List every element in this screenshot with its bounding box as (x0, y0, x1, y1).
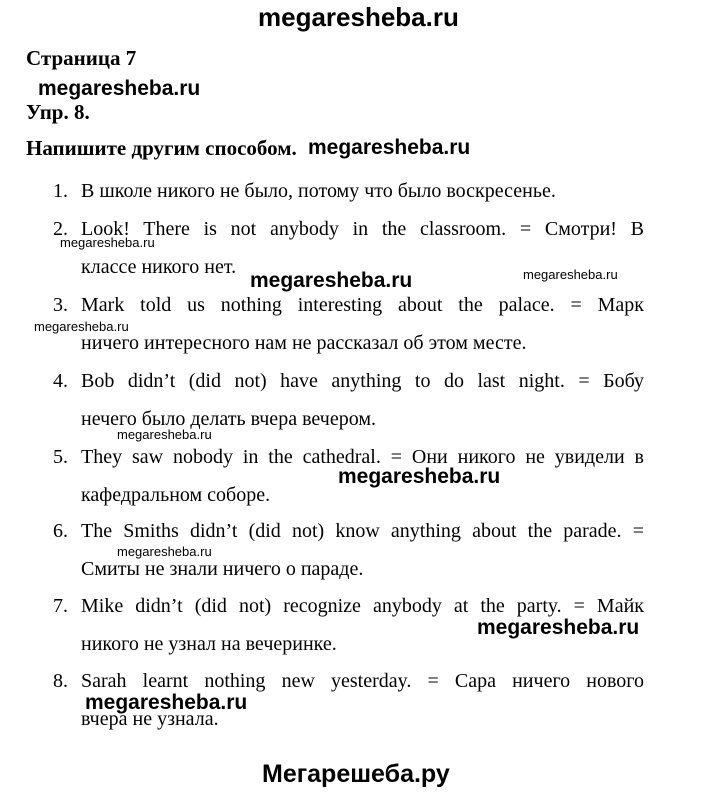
watermark-item2-right: megaresheba.ru (523, 267, 618, 282)
watermark-item7-big: megaresheba.ru (477, 616, 640, 639)
item-7-line-2: никого не узнал на вечеринке. (81, 633, 337, 655)
item-5-line-2: кафедральном соборе. (81, 484, 271, 506)
item-8-line-2: вчера не узнала. (81, 708, 219, 730)
item-2-line-1: Look! There is not anybody in the classroom. = Смотри! В (81, 218, 644, 240)
item-number-5: 5. (53, 446, 68, 468)
item-4-line-1: Bob didn’t (did not) have anything to do last night. = Бобу (81, 370, 644, 392)
item-2-line-2: классе никого нет. (81, 256, 237, 278)
item-3-line-1: Mark told us nothing interesting about the palace. = Марк (81, 294, 644, 316)
item-5-line-1: They saw nobody in the cathedral. = Они никого не увидели в (81, 446, 644, 468)
instruction-text: Напишите другим способом. (26, 136, 297, 160)
watermark-item5-small: megaresheba.ru (117, 427, 212, 442)
watermark-item3-small: megaresheba.ru (34, 319, 129, 334)
page-title: Страница 7 (26, 46, 137, 70)
item-number-3: 3. (53, 294, 68, 316)
watermark-after-instruction: megaresheba.ru (308, 136, 471, 159)
watermark-after-page: megaresheba.ru (38, 77, 201, 100)
watermark-footer: Мегарешеба.ру (262, 760, 450, 788)
item-number-2: 2. (53, 218, 68, 240)
watermark-item2-big: megaresheba.ru (250, 269, 413, 292)
watermark-item2-small: megaresheba.ru (60, 235, 155, 250)
item-number-7: 7. (53, 595, 68, 617)
item-6-line-2: Смиты не знали ничего о параде. (81, 558, 364, 580)
watermark-top: megaresheba.ru (258, 2, 459, 32)
item-number-8: 8. (53, 670, 68, 692)
item-4-line-2: нечего было делать вчера вечером. (81, 408, 376, 430)
item-number-1: 1. (53, 180, 68, 202)
exercise-title: Упр. 8. (26, 100, 90, 124)
item-7-line-1: Mike didn’t (did not) recognize anybody at the party. = Майк (81, 595, 644, 617)
item-3-line-2: ничего интересного нам не рассказал об этом месте. (81, 332, 527, 354)
watermark-item6-small: megaresheba.ru (117, 544, 212, 559)
item-number-6: 6. (53, 520, 68, 542)
item-number-4: 4. (53, 370, 68, 392)
item-6-line-1: The Smiths didn’t (did not) know anything about the parade. = (81, 520, 644, 542)
watermark-item5-big: megaresheba.ru (338, 465, 501, 488)
watermark-item8-big: megaresheba.ru (85, 691, 248, 714)
item-8-line-1: Sarah learnt nothing new yesterday. = Сара ничего нового (81, 670, 644, 692)
item-1-line-1: В школе никого не было, потому что было воскресенье. (81, 180, 556, 202)
